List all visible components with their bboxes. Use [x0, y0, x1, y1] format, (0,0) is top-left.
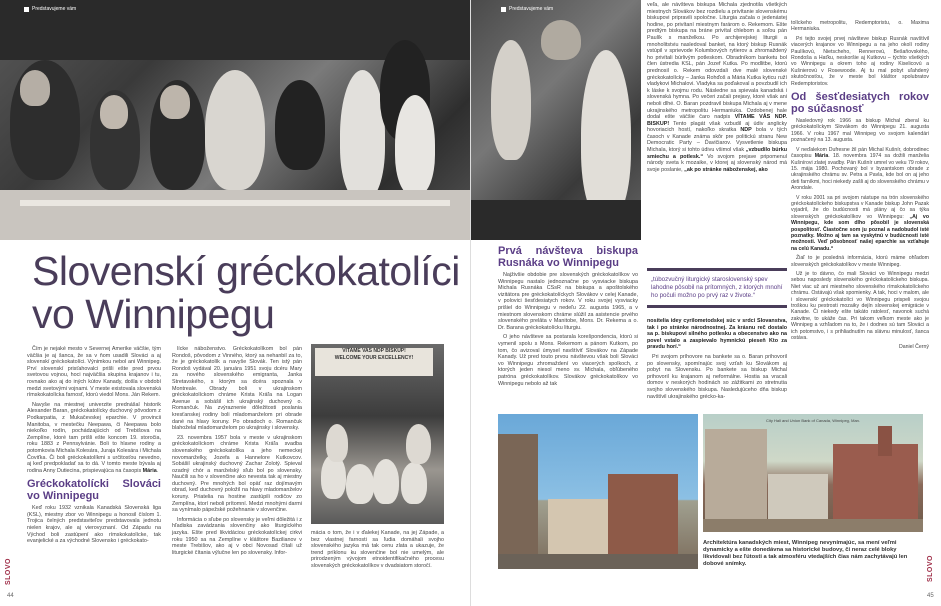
section-heading: Gréckokatolícki Slováci vo Winnipegu	[27, 478, 161, 503]
section-tag: Predstavujeme vám	[501, 6, 553, 12]
section-heading: Prvá návšteva biskupa Rusnáka vo Winnipegu	[498, 245, 638, 269]
page-number: 44	[7, 593, 14, 599]
paragraph: Navyše na miestnej univerzite prednášal historik Alexander Baran, gréckokatolícky duchovný pôvodom z Podkarpatia, z Mukačevskej eparchie. V provincii Manitoba, v mestečku Neepawa, či Neepawa bolo niekoľko rodín, pochádzajúcich od Trebišova na Zemplíne, ktoré tam prišli ešte koncom 19. storočia, roku 1883 z Pennsylvánie. Boli to hlavne rodiny a potomkovia Michala Kolesára, Juraja Kolesára i Michala Čoviťka. Či boli gréckokatolíkmi s určitosťou nevedno, aj keď predpokladať sa to dá. V tomto meste bývala aj rodina Anny Dutiecina, prispievajúca na časopis Mária.	[27, 401, 161, 474]
section-square-icon	[24, 7, 29, 12]
paragraph: nositelia idey cyrilometodskej súc v srdci Slovanstva, tak i po stránke národnostnej. Za krásnu reč dostalo sa p. biskupovi silného potlesku a obecenstvo ako na povel vstalo a zaspievalo hymnickú pieseň Kto za pravdu horí.“	[647, 318, 787, 351]
paragraph: Nasledovný rok 1966 sa biskup Michal zberal ku gréckokatolíckym Slovákom do Winnipegu 21. augusta 1966. V roku 1967 mal Winnipeg vo svojom kalendári poznačený na 13. augusta.	[791, 118, 929, 144]
paragraph: O jeho návšteve sa postarala korešpondencia, ktorú si vymenil spolu s Mons. Rekemom a pánom Kutkom, po tom, čo avizoval úmysel navštíviť Slovákov na Západe Kanady. Už pred touto prvou návštevou však boli Slováci vo Winnipegu zhromaždení vo viacerých spolkoch, z ktorých jeden niesol meno sv. Michala, obľúbeného patróna gréckokatolíkov. Slovákov gréckokatolíkov vo Winnipegu nebolo až tak	[498, 334, 638, 387]
liturgy-photo	[471, 0, 641, 240]
paragraph: Najživšie obdobie pre slovenských gréckokatolíkov vo Winnipegu nastalo jednoznačne po vysviacke biskupa Michala Rusnáka CSsR na biskupa a apoštolského vizitátora pre gréckokatolíckych Slovákov v celej Kanade, v polovici šesťdesiatych rokov. V roku svojej vysviacky prišiel do Winnipegu v nedeľu 22. augusta 1965, a v miestnom slovenskom chráme slúžil za asistencie prvého slovenského prelāta v Manitobe, Mons. Dr. Rekema a o. Dr. Barana gréckokatolícku liturgiu.	[498, 272, 638, 331]
left-column-3	[311, 530, 444, 573]
photo-caption: Architektúra kanadských miest, Winnipeg nevynímajúc, sa mení veľmi dynamicky a ešte donedávna sa historické budovy, či neraz celé bloky likvidovali bez ľútosti a tak atmosféru vtedajších čias nám zachytávajú len dobové snímky.	[703, 540, 908, 567]
paragraph: mácia o tom, že i v ďalekej Kanade, na jej Západe, a bez vlastnej farnosti sa ľudia domáhali svojho slovenského jazyka má tak cenu zlata a ukazuje, že trend príklonu ku slovenčine bol nie umelým, ale prirodzeným vývojom etnoidentifikačného procesu slovenských gréckokatolíkov v dvadsiatom storočí.	[311, 530, 444, 569]
paragraph: lícke náboženstvo. Gréckokatolíkom bol pán Rondoš, pôvodom z Vinného, ktorý sa nehanbil za to, že je gréckokatolík a navyše Slovák. Ten istý pán Rondoš vydával 20. januára 1951 svoju dcéru Mary za nového slovenského emigranta, Janka Stretavského, s ktorým sa dcéra spoznala v Montreale. Obrady boli v ukrajinskom gréckokatolíckom chráme Krista Kráľa na Logan Avenue a sobášil ich ukrajinský duchovný o. Romančuk. Na zvýraznenie dôležitosti poslania kresťanskej rodiny boli mladomanželom pri obrade dané na hlavy koruny. Po obradoch o. Romančuk blahoželal mladomanželom po ukrajinsky i slovensky.	[172, 346, 302, 432]
paragraph: Pri svojom príhovore na bankete sa o. Baran prihovoril po slovensky, spomínajúc svoj vzťah ku Slovákom aj pobyt na Slovensku. Po bankete sa biskup Michal prihovoril ku krajanom aj neformálne. Hostia sa vracali domov v neskorých hodinách so zážitkami zo stretnutia svojho slovenského biskupa. Nasledujúceho dňa biskup navštívil ukrajinského grécko-ka-	[647, 353, 787, 400]
section-square-icon	[501, 7, 506, 12]
paragraph: Keď roku 1932 vznikala Kanadská Slovenská liga (KSL), miestny zbor vo Winnipegu a honosil číslom 1. Trojica čelných predstaviteľov predstavovala jednotu nielen krajov, ale aj vierovyznaní. Od Západu na Východ boli zastúpení ako rímskokatolícke, tak evanjelické a za východné Slovensko i gréckokato-	[27, 505, 161, 545]
banquet-photo	[0, 0, 470, 240]
paragraph: Už je to dávno, čo mali Slováci vo Winnipegu medzi sebou naposledy slovenského gréckokatolíckeho biskupa. Niet viac už ani miestneho slovenského rímskokatolíckeho chrámu. Ostávajú však spomienky. A tak, hoci v malom, ale i slovenskí gréckokatolíci vo Winnipegu prispeli svojou troškou ku pestrosti mozaiky dejín slovenskej emigrácie v Kanade. Či niekedy ešte takáto ratolesť, navonok suchá zakvitne, to ukáže čas. Pri takom veľkom meste ako je Winnipeg a vzhľadom na to, že i dodnes sú tam Slováci a ich potomstvo, i s prihliadnutím na slávnu minulosť, šanca ostáva.	[791, 271, 929, 342]
article-title	[32, 250, 460, 336]
slovo-logo: SLOVO	[927, 555, 934, 583]
left-column-1	[27, 346, 161, 548]
postcard-photo	[703, 414, 923, 532]
title-line-2: vo Winnipegu	[32, 291, 275, 337]
paragraph: Žiaľ to je posledná informácia, ktorú máme ohľadom slovenských gréckokatolíkov v meste Winnipeg.	[791, 255, 929, 268]
page-number: 45	[927, 593, 934, 599]
slovo-logo: SLOVO	[5, 558, 12, 586]
section-tag: Predstavujeme vám	[24, 6, 76, 12]
magazine-name: Mária	[142, 467, 157, 474]
right-column-3	[791, 20, 929, 351]
paragraph: Informácia o sľube po slovensky je veľmi dôležitá i z hľadiska zavádzania slovenčiny ako liturgického jazyka. Ešte pred likvidáciou gréckokatolíckej cirkvi roku 1950 sa na Zemplíne v kláštore Bazilianov v meste Trebišov, ako aj v obci Novosad čítali už liturgické čítania výlučne len po slovensky. Infor-	[172, 516, 302, 556]
pull-quote: „túbozvučný liturgický staroslovenský spev lahodne pôsobil na prítomných, z ktorých mnohí ho počuli možno po prvý raz v živote.“	[647, 268, 787, 308]
left-column-2	[172, 346, 302, 559]
right-page	[470, 0, 941, 606]
paragraph: 23. novembra 1957 bola v meste v ukrajinskom gréckokatolíckom chráme Krista Kráľa svadba slovenského gréckokatolíka a jeho nemeckej novomanželky, Jozefa a Hannelore Kutkovcov. Sobášil ukrajinský duchovný Zachar Zolotý. Spieval ozadný chór a manželský sľub bol po slovensky. Naučili sa ho v slovenčine ako nevesta tak aj miestny duchovný. Pre mnohých bol opäť raz dojímavým obrad, keď duchovný položil na hlavy mladomanželov koruny. Priatelia na hostine zastúpili rodičov zo Zemplína, ktorí neboli prítomní. Medzi mnohými darmi sa vynímalo pápežské požehnanie v slovenčine.	[172, 434, 302, 514]
postcard-caption: City Hall and Union Bank of Canada, Winnipeg, Man.	[765, 418, 861, 423]
paragraph: Pri tejto svojej prvej návšteve biskup Rusnák navštívil viacerých krajanov vo Winnipegu a na jeho okolí rodiny Paulíkovú, Nietscheho, Rennerovú, Bešaňovského, Rondoša a Haťku, neskoršie aj Kutkovu – týchto všetkých vo Winnipegu a okrem toho aj rodiny Kiselicovú a Kušnierovú v Rosewoode. Aj tu mal pobyt uľahdený skutočnosťou, že v meste bol kláštor spolubratov Redemptoristov.	[791, 35, 929, 87]
right-column-1	[498, 245, 638, 390]
author-name: Daniel Černý	[899, 344, 929, 351]
right-column-2	[647, 2, 787, 176]
paragraph: veľa, ale návšteva biskupa Michala zjednotila všetkých miestnych Slovákov bez rozdielu a privítanie slovenskému biskupovi pripravili spoločne. Liturgia začala o jedenástej hodine, po privítaní miestnym farárom o. Rekemom. Ešte predtým biskupa na bráne privítal chlebom a soľou pán Paulík s manželkou. Po archijerejskej liturgii a mnoholitstviu nasledoval banket, na ktorý biskup Rusnák vstúpil v sprievode Kolumbových rytierov a zhromaždený ho privítali búrlivým potleskom. Obradníkom banketu bol člen ústredia KSL, pán Jozef Kutka. Po modlitbe, ktorú prednosil o. Rekem odovzdali dve malé slovenské gréckokatolícky – Janka Rohďoš a Mária Kutka kyticu ruží vladykovi Michalovi. Vladyka sa poďakoval a povzbudil ich k láske k svojmu rodu. Následne sa spievala kanadská i slovenská hymna. Po večeri začali prejavy, ktoré však ani neboli dlhé. O. Baran pozdravil biskupa Michala aj v mene ukrajinského metropolitu Hermaniuka. Ozdobenej hale dodal ešte väčšie čaro nadpis VÍTAME VÁS NDP. BISKUP! Tento plagát však vzbudil aj údiv anglicky hovoriacich hostí, nakoľko skratka NDP bola v tých časoch v Kanade známa skôr pre politickú stranu New Democratic Party – Ďavičiarov. Vysvetlenie biskupa Michala, ktorý si tohto údivu všimol však „vzbudilo búrku smiechu a potlesk.“ Vo svojom prejave pripomenul národy sveta k mozaike, v ktorej aj slovenský národ má svoje poslanie, „ak po stránke náboženskej, ako	[647, 2, 787, 173]
right-column-2-continued	[647, 318, 787, 403]
paragraph: Čím je nejaké mesto v Severnej Amerike väčšie, tým väčšia je aj šanca, že sa v ňom usadili Slováci a aj slovenskí gréckokatolíci. Výnimkou nebol ani Winnipeg. Prví slovenskí prisťahovalci prišli ešte pred prvou svetovou vojnou, hoci najväčšia skupina krajanov i tu, rovnako ako aj do iných kútov Kanady, došla v období medzi svetovými vojnami. V meste existovala slovenská rímskokatolícka farnosť, ktorú viedol Mons. Ján Rekem.	[27, 346, 161, 399]
banner-sign: VITAME VAS NDP BISKUP! WELCOME YOUR EXCELLENCY!	[315, 348, 433, 376]
welcome-banner-photo	[311, 344, 444, 524]
street-photo	[498, 414, 698, 569]
magazine-name: Mária	[814, 153, 829, 160]
paragraph: V neďalekom Dufresne žil pán Michal Kušnír, dobrodinec časopisu Mária. 18. novembra 1974 sa dožili manželia Kušnírovi zlatej svadby. Pán Kušnír umrel vo veku 79 rokov, 15. mája 1980. Pochovaný bol v byzantskom obrade z ukrajinského chrámu sv. Petra a Pavla, kde bol on aj jeho deti farníkmi, hoci niekedy zašli aj do slovenského chrámu v Arondale.	[791, 146, 930, 192]
section-heading: Od šesťdesiatych rokov po súčasnosť	[791, 91, 929, 116]
left-page	[0, 0, 470, 606]
paragraph: V roku 2001 sa pri svojom nástupe na trón slovenského gréckokatolíckeho biskupstva v Kanade biskup John Pazak vyjadril, že do budúcnosti má plány aj čo sa týka slovenských gréckokatolíkov vo Winnipegu: „Aj vo Winnipegu, kde som dlho pôsobil je slovenská pospolitosť. Čiastočne som ju poznal a nadobudol isté poznatky. Možno aj tam sa vyskytnú v budúcnosti isté možnosti. Veď pôsobnosť našej eparchie sa vzťahuje na celú Kanadu.“	[791, 194, 929, 252]
title-line-1: Slovenskí gréckokatolíci	[32, 248, 460, 294]
paragraph: tolíckeho metropolitu, Redemptoristu, o. Maxima Hermaniuka.	[791, 20, 929, 33]
